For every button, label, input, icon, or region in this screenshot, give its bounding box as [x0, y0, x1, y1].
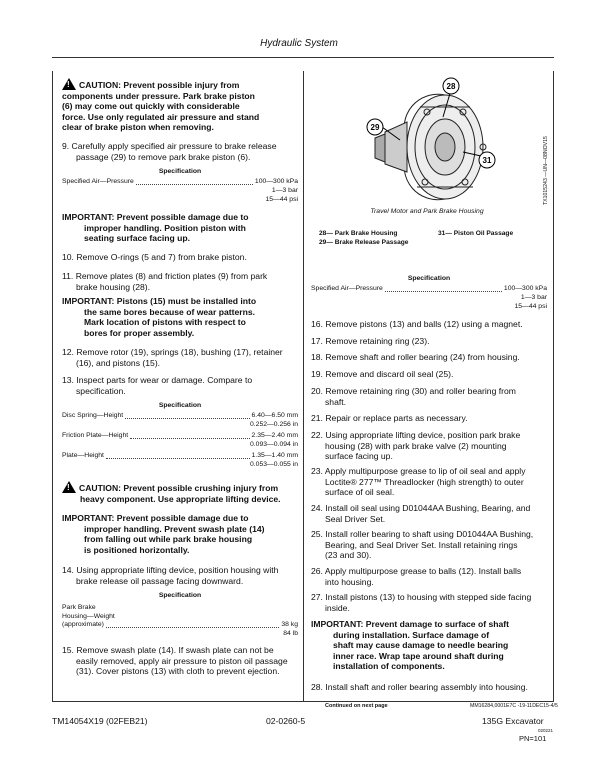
step-25: 25. Install roller bearing to shaft using D01044AA Bushing, Bearing, and Seal Driver Set. Install retaining rings (23 and 30).	[311, 529, 534, 561]
spec-row-housing-weight: (approximate) 38 kg	[62, 621, 298, 628]
continued-note: Continued on next page	[325, 703, 388, 709]
spec-row-disc-spring: Disc Spring—Height 6.40—6.50 mm	[62, 412, 298, 419]
spec-value: 0.252—0.256 in	[250, 421, 298, 428]
left-border	[52, 71, 53, 701]
spec-heading-4: Specification	[407, 275, 451, 282]
page-number: 02-0260-5	[266, 716, 306, 726]
header-rule	[52, 57, 554, 58]
warning-triangle-icon	[62, 78, 76, 90]
step-13: 13. Inspect parts for wear or damage. Compare to specification.	[62, 375, 253, 396]
reference-code: MM16284,0001E7C -19-11DEC15-4/5	[470, 703, 558, 709]
spec-heading-3: Specification	[158, 592, 202, 599]
svg-text:28: 28	[446, 82, 456, 91]
step-24: 24. Install oil seal using D01044AA Bushing, Bearing, and Seal Driver Set.	[311, 503, 531, 524]
spec-heading-2: Specification	[158, 402, 202, 409]
spec-value: 1—3 bar	[520, 294, 547, 301]
caution-block-1: !CAUTION: Prevent possible injury from components under pressure. Park brake piston (6) may come out quickly with considerable force. Use only regulated air pressure and stand clear of brake piston when removing.	[62, 78, 298, 133]
figure-legend: 28— Park Brake Housing 29— Brake Release Passage	[319, 230, 409, 246]
step-28: 28. Install shaft and roller bearing assembly into housing.	[311, 682, 528, 692]
step-27: 27. Install pistons (13) to housing with stepped side facing inside.	[311, 592, 532, 613]
important-block-4: IMPORTANT: Prevent damage to surface of shaft during installation. Surface damage of shaft may cause damage to needle bearing inner race. Wrap tape around shaft during installation of components.	[311, 619, 510, 672]
step-23: 23. Apply multipurpose grease to lip of oil seal and apply Loctite® 277™ Threadlocker (high strength) to outer surface of oil seal.	[311, 466, 526, 498]
footer-code: 020221	[538, 728, 554, 733]
figure-side-code: TX1015243 —UN—08NOV15	[543, 136, 549, 205]
figure-legend-31: 31— Piston Oil Passage	[438, 230, 514, 237]
spec-value: 0.093—0.094 in	[250, 441, 298, 448]
step-17: 17. Remove retaining ring (23).	[311, 336, 430, 346]
spec-row-air-pressure-2: Specified Air—Pressure 100—300 kPa	[311, 285, 547, 292]
step-15: 15. Remove swash plate (14). If swash plate can not be easily removed, apply air pressure to piston oil passage (31). Cover pistons (13) with cloth to prevent ejection.	[62, 645, 288, 677]
step-10: 10. Remove O-rings (5 and 7) from brake piston.	[62, 252, 247, 262]
spec-row-air-pressure: Specified Air—Pressure 100—300 kPa	[62, 178, 298, 185]
page-header-title: Hydraulic System	[260, 38, 338, 49]
step-14: 14. Using appropriate lifting device, position housing with brake release oil passage facing downward.	[62, 565, 279, 586]
spec-value: 15—44 psi	[265, 196, 298, 203]
step-9: 9. Carefully apply specified air pressure to brake release passage (29) to remove park brake piston (6).	[62, 141, 277, 162]
pn-number: PN=101	[519, 734, 547, 743]
callout-28	[443, 78, 459, 94]
caution-block-2: !CAUTION: Prevent possible crushing injury from heavy component. Use appropriate lifting device.	[62, 481, 302, 504]
warning-triangle-icon	[62, 481, 76, 493]
important-block-2: IMPORTANT: Pistons (15) must be installed into the same bores because of wear patterns. Mark location of pistons with respect to bores for proper assembly.	[62, 296, 257, 338]
spec-row-friction-plate: Friction Plate—Height 2.35—2.40 mm	[62, 432, 298, 439]
spec-value: 15—44 psi	[514, 303, 547, 310]
footer-rule	[52, 701, 554, 702]
step-22: 22. Using appropriate lifting device, position park brake housing (28) with park brake valve (2) mounting surface facing up.	[311, 430, 521, 462]
model-name: 135G Excavator	[482, 716, 544, 726]
step-12: 12. Remove rotor (19), springs (18), bushing (17), retainer (16), and pistons (15).	[62, 347, 283, 368]
spec-key-housing-weight: Park Brake Housing—Weight	[62, 604, 115, 620]
important-block-3: IMPORTANT: Prevent possible damage due to improper handling. Prevent swash plate (14) from falling out while park brake housing is positioned horizontally.	[62, 513, 265, 555]
step-16: 16. Remove pistons (13) and balls (12) using a magnet.	[311, 319, 523, 329]
manual-number: TM14054X19 (02FEB21)	[52, 716, 148, 726]
spec-value: 0.053—0.055 in	[250, 461, 298, 468]
callout-29	[367, 119, 383, 135]
spec-value: 1—3 bar	[271, 187, 298, 194]
step-19: 19. Remove and discard oil seal (25).	[311, 369, 454, 379]
figure-caption: Travel Motor and Park Brake Housing	[370, 208, 484, 215]
callout-31	[479, 152, 495, 168]
svg-text:31: 31	[482, 156, 492, 165]
svg-text:29: 29	[370, 123, 380, 132]
right-border	[553, 71, 554, 701]
spec-row-plate: Plate—Height 1.35—1.40 mm	[62, 452, 298, 459]
step-18: 18. Remove shaft and roller bearing (24) from housing.	[311, 352, 520, 362]
column-divider	[303, 71, 304, 701]
important-block-1: IMPORTANT: Prevent possible damage due to improper handling. Position piston with seating surface facing up.	[62, 212, 249, 244]
spec-value: 84 lb	[283, 630, 298, 637]
spec-heading-1: Specification	[158, 168, 202, 175]
step-26: 26. Apply multipurpose grease to balls (12). Install balls into housing.	[311, 566, 522, 587]
step-11: 11. Remove plates (8) and friction plates (9) from park brake housing (28).	[62, 271, 268, 292]
step-21: 21. Repair or replace parts as necessary.	[311, 413, 468, 423]
travel-motor-figure	[345, 72, 515, 212]
step-20: 20. Remove retaining ring (30) and roller bearing from shaft.	[311, 386, 516, 407]
